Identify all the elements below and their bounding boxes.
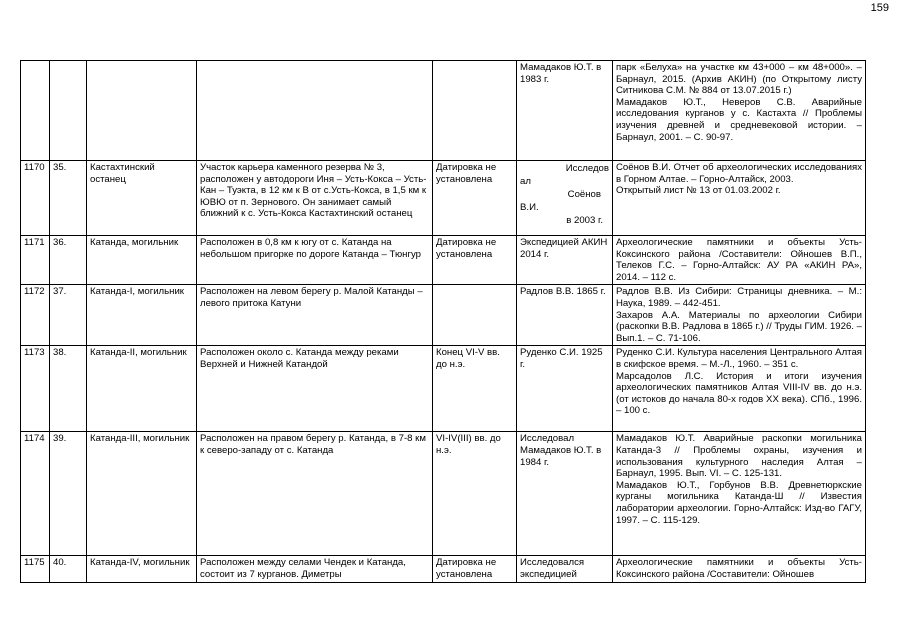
row-subnumber-cell: 36. [50,236,87,285]
row-subnumber-cell: 35. [50,161,87,236]
reference-entry: Археологические памятники и объекты Усть-Коксинского района /Составители: Ойношев [616,557,862,580]
site-name-cell: Кастахтинский останец [87,161,197,236]
table-row [21,346,866,432]
row-number-cell [21,61,50,161]
site-name-cell: Катанда-III, могильник [87,432,197,556]
explorer-cell: Исследовал Мамадаков Ю.Т. в 1984 г. [517,432,613,556]
row-number-cell: 1174 [21,432,50,556]
reference-entry: Мамадаков Ю.Т., Горбунов В.В. Древнетюркские курганы могильника Катанда-Ш // Известия лаборатории археологии. Горно-Алтайск: Изд-во ГАГУ, 1997. – С. 115-129. [616,479,862,526]
references-cell [613,61,866,161]
location-cell [197,61,433,161]
site-name-cell [87,61,197,161]
location-cell: Участок карьера каменного резерва № 3, расположен у автодороги Иня – Усть-Кокса – Усть-Кан – Туэкта, в 12 км к В от с.Усть-Кокса, в 1,5 км к ЮВЮ от п. Зернового. Он занимает самый ближний к с. Усть-Кокса Кастахтинский останец [197,161,433,236]
row-subnumber-cell [50,61,87,161]
table-row [21,161,866,236]
reference-entry: Соёнов В.И. Отчет об археологических исследованиях в Горном Алтае. – Горно-Алтайск, 2003. [616,162,862,185]
explorer-cell: Экспедицией АКИН 2014 г. [517,236,613,285]
reference-entry: парк «Белуха» на участке км 43+000 – км 48+000». – Барнаул, 2015. (Архив АКИН) (по Открытому листу Ситникова С.М. № 884 от 13.07.2015 г.) [616,62,862,97]
table-row [21,236,866,285]
page-number: 159 [870,2,889,14]
explorer-line: Исследов [565,163,609,174]
reference-entry: Радлов В.В. Из Сибири: Страницы дневника. – М.: Наука, 1989. – 442-451. [616,286,862,309]
site-name-cell: Катанда-IV, могильник [87,556,197,582]
references-cell [613,285,866,346]
reference-entry: Мамадаков Ю.Т., Неверов С.В. Аварийные исследования курганов у с. Кастахта // Проблемы изучения древней и средневековой истории. – Барнаул, 2001. – С. 90-97. [616,96,862,143]
row-number-cell: 1172 [21,285,50,346]
explorer-cell [517,161,613,236]
reference-entry: Мамадаков Ю.Т. Аварийные раскопки могильника Катанда-3 // Проблемы охраны, изучения и использования культурного наследия Алтая – Барнаул, 1995. Вып. VI. – С. 125-131. [616,433,862,480]
explorer-line: в 2003 г. [566,215,603,226]
location-cell: Расположен около с. Катанда между реками Верхней и Нижней Катандой [197,346,433,432]
explorer-line: В.И. [520,202,539,213]
row-number-cell: 1173 [21,346,50,432]
table-row [21,285,866,346]
reference-entry: Захаров А.А. Материалы по археологии Сибири (раскопки В.В. Радлова в 1865 г.) // Труды ГИМ. 1926. – Вып.1. – С. 71-106. [616,309,862,344]
monuments-table [20,60,866,583]
dating-cell [433,61,517,161]
row-subnumber-cell: 37. [50,285,87,346]
references-cell [613,556,866,582]
location-cell: Расположен на правом берегу р. Катанда, в 7-8 км к северо-западу от с. Катанда [197,432,433,556]
location-cell: Расположен между селами Чендек и Катанда, состоит из 7 курганов. Диметры [197,556,433,582]
references-cell [613,161,866,236]
explorer-cell: Руденко С.И. 1925 г. [517,346,613,432]
table-row [21,556,866,582]
reference-entry: Археологические памятники и объекты Усть-Коксинского района /Составители: Ойношев В.П., Телеков Г.С. – Горно-Алтайск: АУ РА «АКИН РА», 2014. – 112 с. [616,237,862,283]
reference-entry: Открытый лист № 13 от 01.03.2002 г. [616,185,781,197]
row-subnumber-cell: 38. [50,346,87,432]
table-row [21,432,866,556]
explorer-line: ал [520,176,531,187]
dating-cell: Конец VI-V вв. до н.э. [433,346,517,432]
dating-cell: VI-IV(III) вв. до н.э. [433,432,517,556]
location-cell: Расположен в 0,8 км к югу от с. Катанда на небольшом пригорке по дороге Катанда – Тюнгур [197,236,433,285]
row-number-cell: 1175 [21,556,50,582]
dating-cell: Датировка не установлена [433,556,517,582]
row-subnumber-cell: 39. [50,432,87,556]
site-name-cell: Катанда, могильник [87,236,197,285]
site-name-cell: Катанда-I, могильник [87,285,197,346]
references-cell [613,346,866,432]
explorer-cell: Мамадаков Ю.Т. в 1983 г. [517,61,613,161]
dating-cell: Датировка не установлена [433,161,517,236]
references-cell [613,236,866,285]
explorer-line: Соёнов [567,189,601,200]
table-row [21,61,866,161]
row-number-cell: 1171 [21,236,50,285]
site-name-cell: Катанда-II, могильник [87,346,197,432]
location-cell: Расположен на левом берегу р. Малой Катанды – левого притока Катуни [197,285,433,346]
dating-cell: Датировка не установлена [433,236,517,285]
dating-cell [433,285,517,346]
explorer-cell: Радлов В.В. 1865 г. [517,285,613,346]
reference-entry: Руденко С.И. Культура населения Центрального Алтая в скифское время. – М.-Л., 1960. – 351 с. [616,347,862,370]
explorer-cell: Исследовался экспедицией [517,556,613,582]
reference-entry: Марсадолов Л.С. История и итоги изучения археологических памятников Алтая VIII-IV вв. до н.э. (от истоков до начала 80-х годов XX века). СПб., 1996. – 100 с. [616,370,862,417]
references-cell [613,432,866,556]
row-number-cell: 1170 [21,161,50,236]
row-subnumber-cell: 40. [50,556,87,582]
